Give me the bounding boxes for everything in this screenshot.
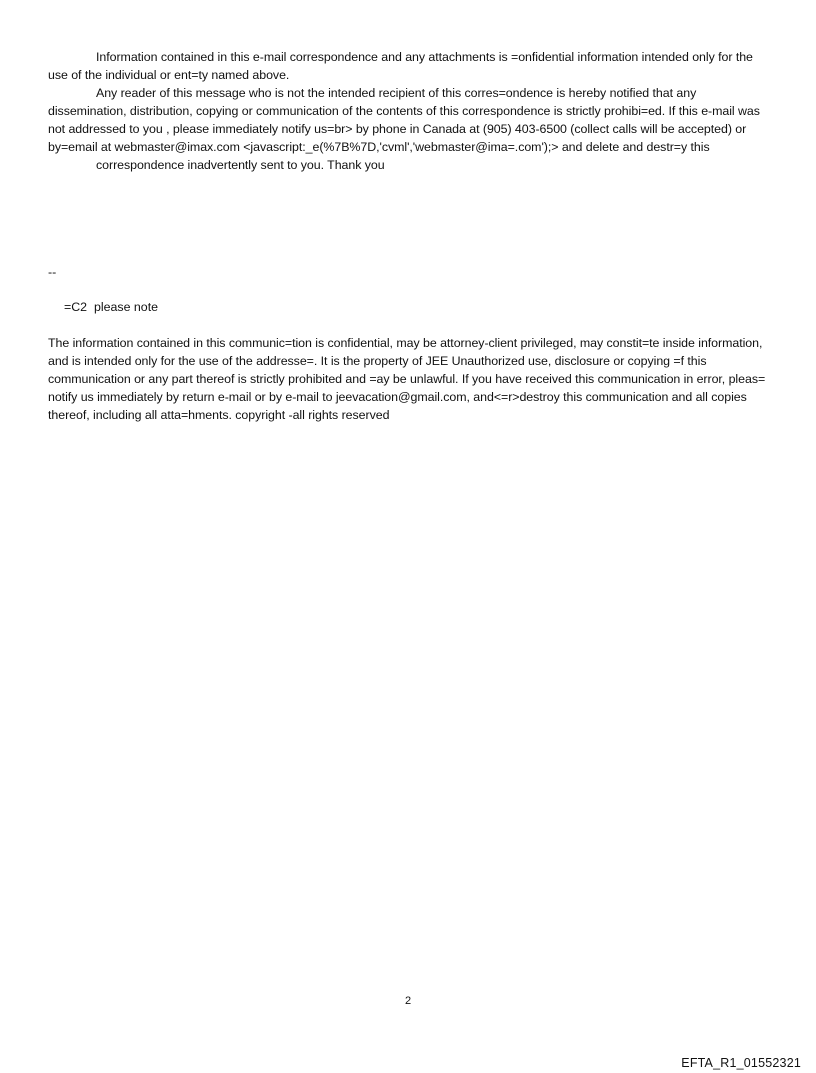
disclaimer-paragraph-2: Any reader of this message who is not the intended recipient of this corres=ondence is hereby notified that any dissemination, distribution, copying or communication of the contents of this correspondence is strictly prohibi=ed. If this e-mail was not addressed to you , please immediately notify us=br> by phone in Canada at (905) 403-6500 (collect calls will be accepted) or by=email at webmaster@imax.com <javascript:_e(%7B%7D,'cvml','webmaster@ima=.com');> and delete and destr=y this [48, 86, 760, 154]
document-id-stamp: EFTA_R1_01552321 [681, 1056, 801, 1070]
disclaimer-paragraph-1: Information contained in this e-mail correspondence and any attachments is =onfidential information intended only for the use of the individual or ent=ty named above. [48, 50, 753, 82]
please-note-line: =C2 please note [64, 300, 159, 314]
email-disclaimer-block [48, 48, 773, 174]
disclaimer-paragraph-3: correspondence inadvertently sent to you. Thank you [96, 158, 385, 172]
signature-separator: -- [48, 265, 57, 279]
confidentiality-notice [48, 334, 773, 424]
page-number: 2 [404, 995, 412, 1007]
confidentiality-paragraph: The information contained in this communic=tion is confidential, may be attorney-client privileged, may constit=te inside information, and is intended only for the use of the addresse=. It is the property of JEE Unauthorized use, disclosure or copying =f this communication or any part thereof is strictly prohibited and =ay be unlawful. If you have received this communication in error, pleas= notify us immediately by return e-mail or by e-mail to jeevacation@gmail.com, and<=r>destroy this communication and all copies thereof, including all atta=hments. copyright -all rights reserved [48, 336, 766, 422]
